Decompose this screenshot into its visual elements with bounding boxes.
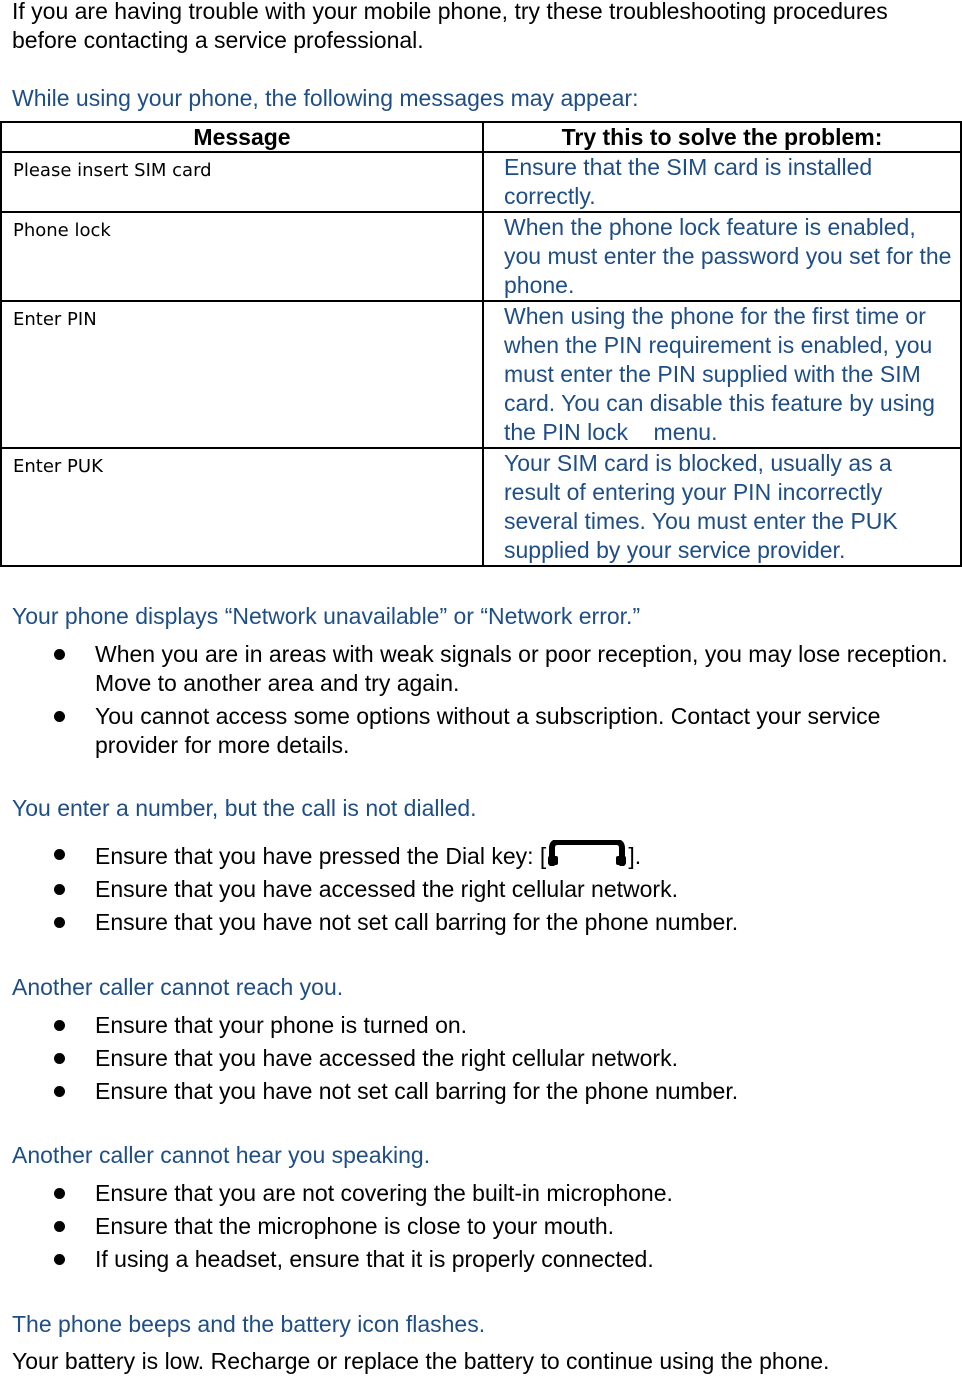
- bullet-icon: [54, 917, 65, 928]
- list-item-text: You cannot access some options without a subscription. Contact your service provider for more details.: [95, 703, 881, 758]
- list-item: [0, 1044, 962, 1073]
- network-list: [0, 640, 962, 764]
- battery-heading: The phone beeps and the battery icon flashes.: [12, 1311, 486, 1337]
- list-item: [0, 1077, 962, 1106]
- list-item: [0, 702, 962, 760]
- table-header-row: [1, 122, 961, 152]
- list-item-text: Ensure that you have accessed the right cellular network.: [95, 1045, 678, 1071]
- bullet-icon: [54, 1188, 65, 1199]
- list-item: [0, 1245, 962, 1274]
- list-item-text: Ensure that you have not set call barring for the phone number.: [95, 1078, 739, 1104]
- cannot-reach-heading: Another caller cannot reach you.: [12, 974, 344, 1000]
- list-item-text: Ensure that your phone is turned on.: [95, 1012, 468, 1038]
- list-item: [0, 840, 962, 871]
- list-item: [0, 1212, 962, 1241]
- bullet-icon: [54, 649, 65, 660]
- bullet-icon: [54, 1053, 65, 1064]
- bullet-icon: [54, 1086, 65, 1097]
- bullet-icon: [54, 884, 65, 895]
- list-item: [0, 1179, 962, 1208]
- table-row: [1, 301, 961, 448]
- bullet-icon: [54, 849, 65, 860]
- message-cell: Please insert SIM card: [1, 152, 483, 212]
- list-item: [0, 875, 962, 904]
- list-item-text: Ensure that the microphone is close to your mouth.: [95, 1213, 615, 1239]
- bullet-icon: [54, 1254, 65, 1265]
- solution-cell: When using the phone for the first time or when the PIN requirement is enabled, you must enter the PIN supplied with the SIM card. You can disable this feature by using the PIN lock menu.: [483, 301, 961, 448]
- table-row: [1, 212, 961, 301]
- not-dialled-list: [0, 840, 962, 941]
- bullet-icon: [54, 1221, 65, 1232]
- list-item-text-suffix: ].: [628, 843, 642, 869]
- solution-cell: Ensure that the SIM card is installed correctly.: [483, 152, 961, 212]
- dial-key-icon: [546, 840, 628, 862]
- list-item-text: Ensure that you have not set call barring for the phone number.: [95, 909, 739, 935]
- list-item-text: Ensure that you have pressed the Dial key: [: [95, 843, 547, 869]
- solution-cell: When the phone lock feature is enabled, you must enter the password you set for the phone.: [483, 212, 961, 301]
- list-item: [0, 640, 962, 698]
- message-cell: Enter PUK: [1, 448, 483, 566]
- list-item-text: When you are in areas with weak signals or poor reception, you may lose reception. Move to another area and try again.: [95, 641, 948, 696]
- table-row: [1, 448, 961, 566]
- bullet-icon: [54, 1020, 65, 1031]
- network-heading: Your phone displays “Network unavailable” or “Network error.”: [12, 603, 641, 629]
- table-row: [1, 152, 961, 212]
- bullet-icon: [54, 711, 65, 722]
- list-item-text: If using a headset, ensure that it is properly connected.: [95, 1246, 654, 1272]
- message-cell: Enter PIN: [1, 301, 483, 448]
- not-dialled-heading: You enter a number, but the call is not dialled.: [12, 795, 477, 821]
- list-item-text: Ensure that you are not covering the built-in microphone.: [95, 1180, 673, 1206]
- column-header-solution: Try this to solve the problem:: [483, 122, 961, 152]
- solution-cell: Your SIM card is blocked, usually as a result of entering your PIN incorrectly several times. You must enter the PUK supplied by your service provider.: [483, 448, 961, 566]
- list-item-text: Ensure that you have accessed the right cellular network.: [95, 876, 678, 902]
- cannot-hear-list: [0, 1179, 962, 1278]
- cannot-reach-list: [0, 1011, 962, 1110]
- intro-paragraph: If you are having trouble with your mobile phone, try these troubleshooting procedures before contacting a service professional.: [12, 0, 888, 53]
- messages-heading: While using your phone, the following messages may appear:: [12, 85, 639, 111]
- list-item: [0, 1011, 962, 1040]
- column-header-message: Message: [1, 122, 483, 152]
- list-item: [0, 908, 962, 937]
- battery-text: Your battery is low. Recharge or replace the battery to continue using the phone.: [12, 1348, 830, 1374]
- message-cell: Phone lock: [1, 212, 483, 301]
- messages-table: [0, 121, 962, 567]
- cannot-hear-heading: Another caller cannot hear you speaking.: [12, 1142, 431, 1168]
